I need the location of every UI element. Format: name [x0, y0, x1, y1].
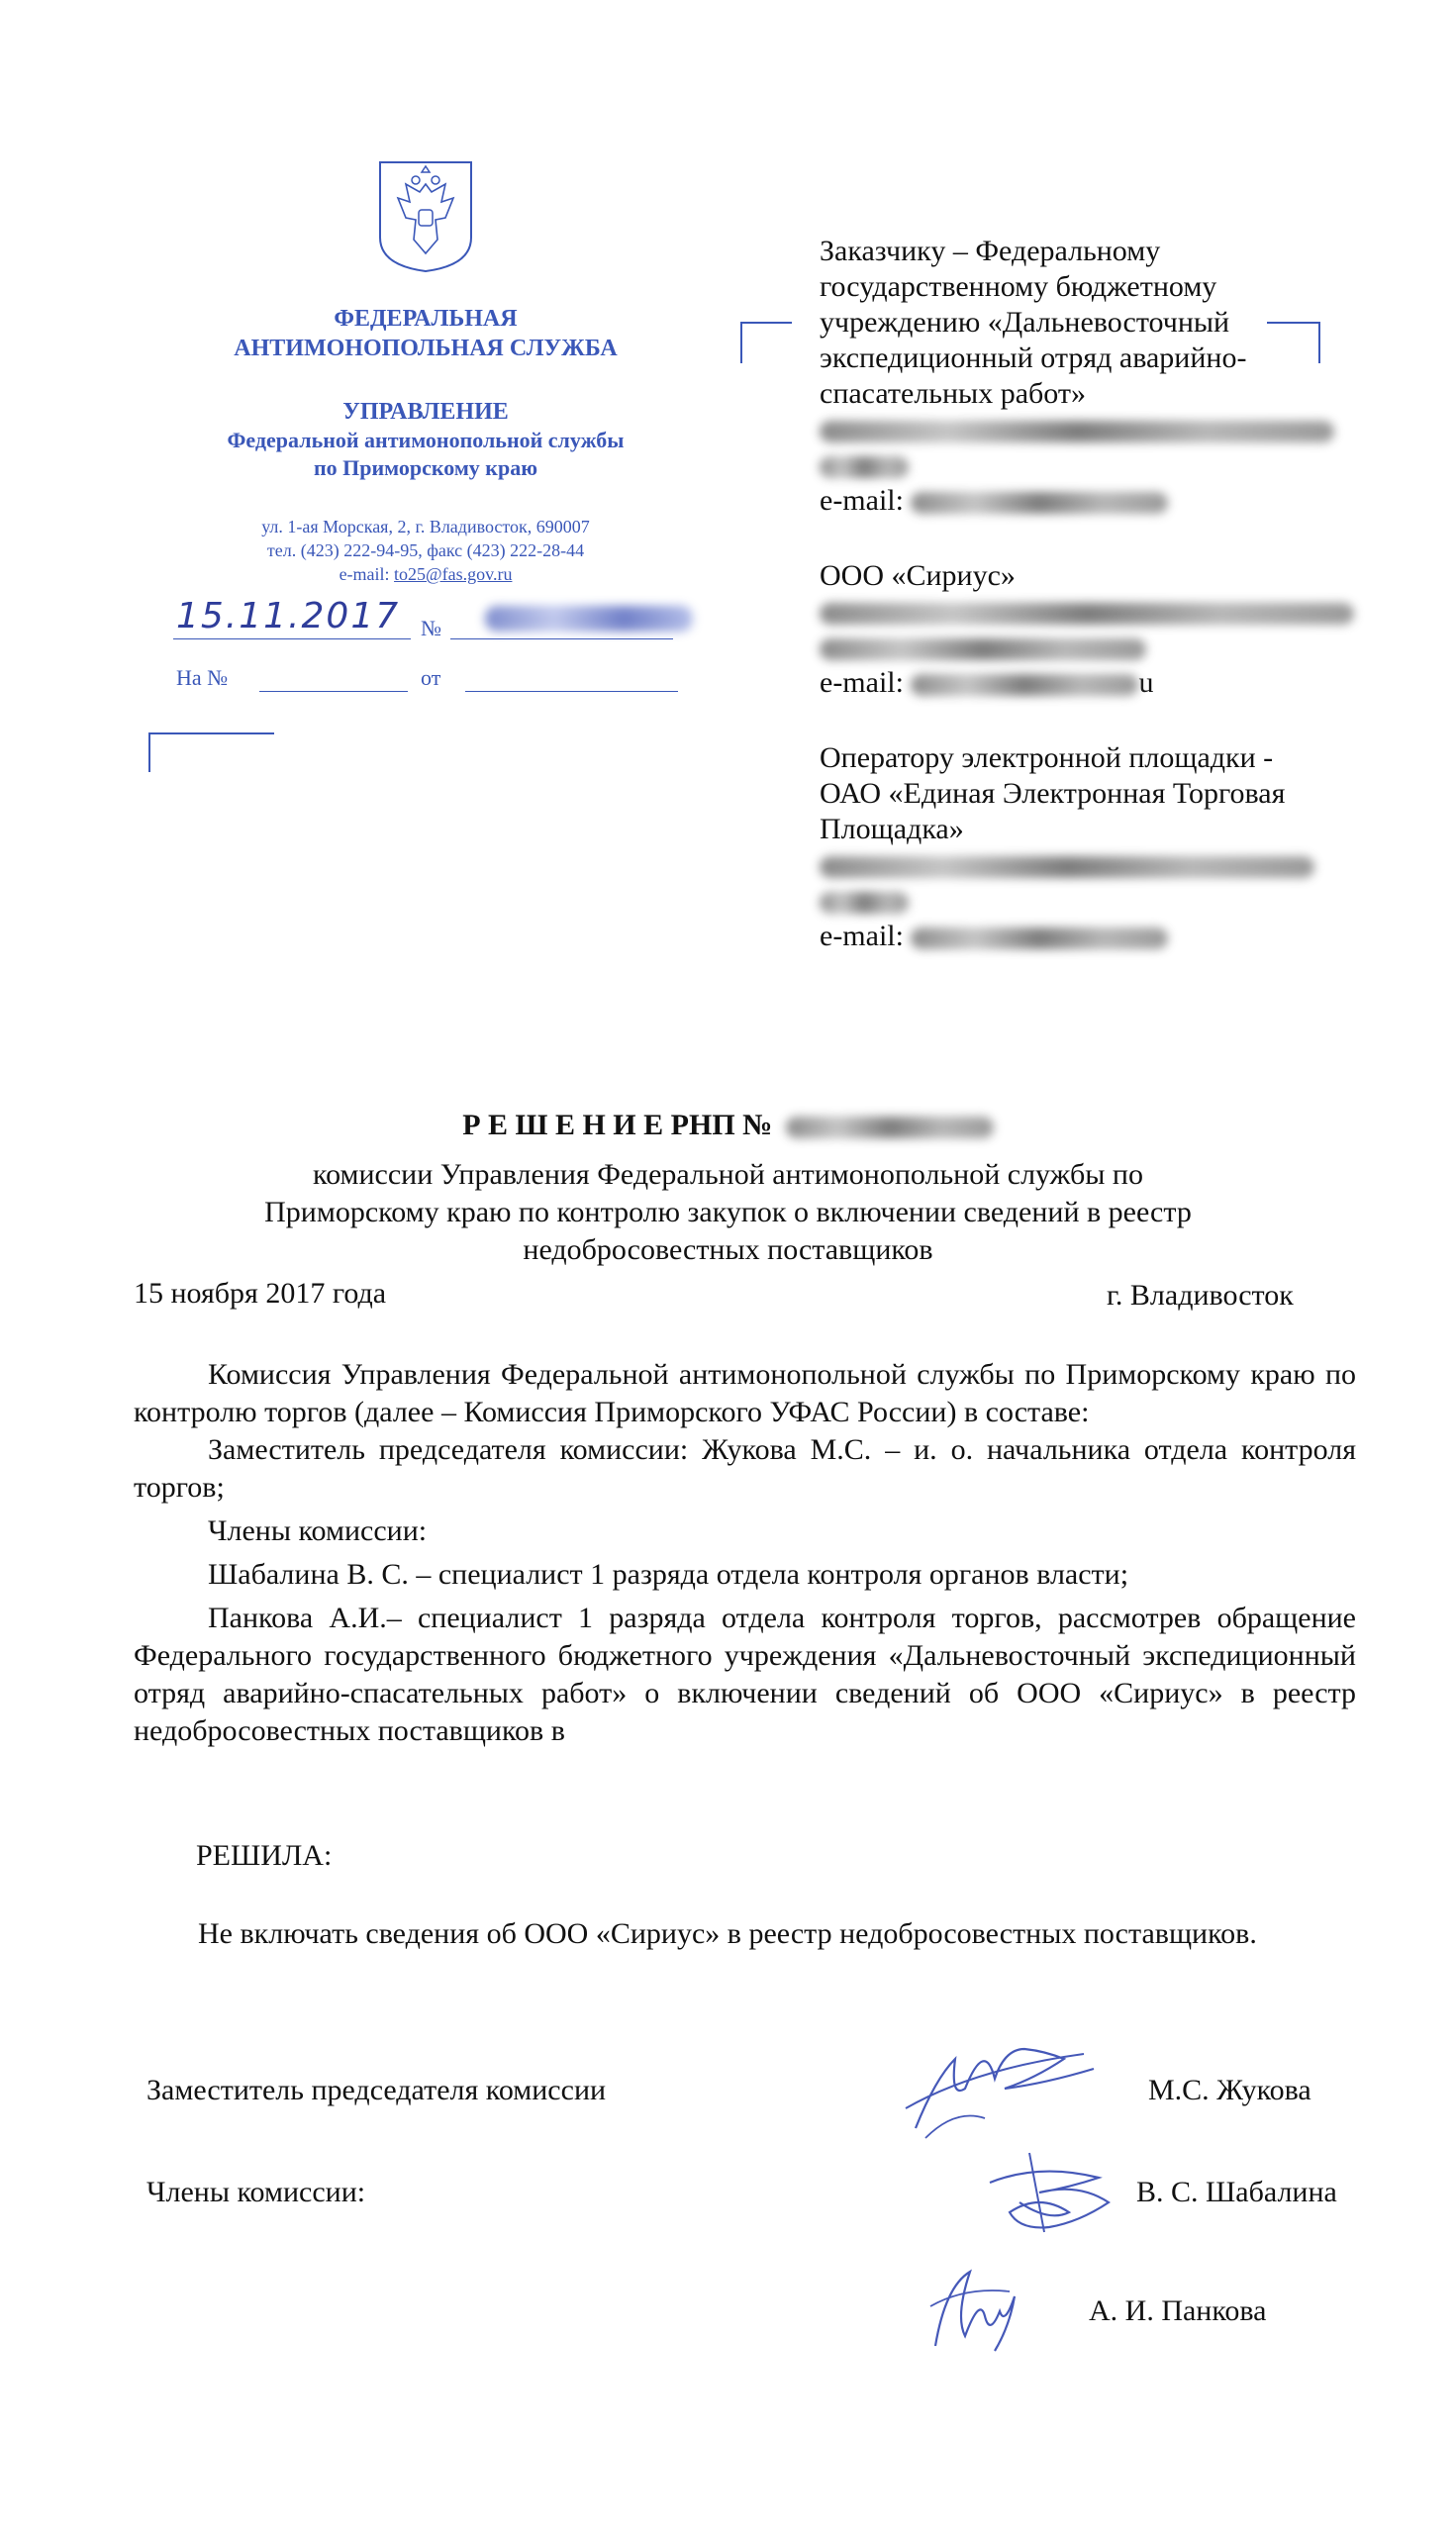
- supplier-email-tail: u: [1138, 666, 1154, 699]
- decision-subtitle: [0, 1156, 1456, 1269]
- decision-number-redacted: [786, 1117, 994, 1138]
- decision-subtitle-line3: недобросовестных поставщиков: [523, 1233, 933, 1266]
- deputy-role: Заместитель председателя комиссии: [146, 2074, 607, 2106]
- member1-name: В. С. Шабалина: [1136, 2176, 1337, 2208]
- verdict-paragraph: Не включать сведения об ООО «Сириус» в реестр недобросовестных поставщиков.: [198, 1917, 1257, 1950]
- agency-name-line2: АНТИМОНОПОЛЬНАЯ СЛУЖБА: [234, 336, 618, 361]
- deputy-name: М.С. Жукова: [1148, 2074, 1311, 2106]
- customer-line4: экспедиционный отряд аварийно-: [820, 341, 1247, 374]
- reference-number-line: [259, 691, 408, 692]
- paragraph-member-shabalina: Шабалина В. С. – специалист 1 разряда отдела контроля органов власти;: [208, 1558, 1129, 1591]
- operator-email-redacted: [911, 927, 1168, 949]
- outgoing-number-redacted: [485, 606, 693, 632]
- outgoing-number-line: [450, 638, 673, 639]
- supplier-email-label: e-mail:: [820, 666, 904, 699]
- supplier-name: ООО «Сириус»: [820, 559, 1016, 592]
- customer-line5: спасательных работ»: [820, 377, 1086, 410]
- recipient-corner-mark-left: [740, 322, 792, 363]
- decision-title: Р Е Ш Е Н И Е РНП №: [462, 1109, 773, 1141]
- reference-number-label: На №: [176, 665, 229, 690]
- customer-email-label: e-mail:: [820, 484, 904, 517]
- office-address: ул. 1-ая Морская, 2, г. Владивосток, 690007: [261, 517, 590, 536]
- recipients-block: [820, 234, 1374, 956]
- russian-coat-of-arms-icon: [376, 158, 475, 275]
- member2-name: А. И. Панкова: [1089, 2294, 1267, 2327]
- decision-title-row: [0, 1109, 1456, 1142]
- operator-address-redacted: [820, 847, 1374, 883]
- customer-line2: государственному бюджетному: [820, 270, 1217, 303]
- decision-subtitle-line1: комиссии Управления Федеральной антимонопольной службы по: [313, 1158, 1143, 1191]
- resolved-heading: РЕШИЛА:: [196, 1839, 333, 1872]
- customer-address-redacted-2: [820, 447, 1374, 483]
- members-role: Члены комиссии:: [146, 2176, 366, 2208]
- customer-line1: Заказчику – Федеральному: [820, 235, 1161, 267]
- office-name-line1: УПРАВЛЕНИЕ: [342, 399, 509, 425]
- supplier-email-redacted: [911, 674, 1138, 696]
- office-email-label: e-mail:: [339, 564, 390, 584]
- office-phone: тел. (423) 222-94-95, факс (423) 222-28-44: [266, 540, 585, 560]
- paragraph-commission: Комиссия Управления Федеральной антимонопольной службы по Приморскому краю по контролю торгов (далее – Комиссия Приморского УФАС России) в составе:: [134, 1358, 1356, 1428]
- reference-from-line: [465, 691, 678, 692]
- paragraph-members-label: Члены комиссии:: [208, 1514, 428, 1547]
- customer-email-redacted: [911, 492, 1168, 514]
- paragraph-member-pankova: Панкова А.И.– специалист 1 разряда отдела контроля торгов, рассмотрев обращение Федерального государственного бюджетного учреждения «Дальневосточный экспедиционный отряд аварийно-спасательных работ» о включении сведений об ООО «Сириус» в реестр недобросовестных поставщиков в: [134, 1602, 1356, 1747]
- office-email-link[interactable]: to25@fas.gov.ru: [394, 564, 513, 584]
- reference-from-label: от: [421, 665, 441, 690]
- customer-address-redacted: [820, 412, 1374, 447]
- operator-line2: ОАО «Единая Электронная Торговая: [820, 777, 1286, 810]
- outgoing-number-label: №: [421, 616, 441, 640]
- decision-city: г. Владивосток: [1107, 1279, 1294, 1312]
- deputy-signature: [896, 2019, 1114, 2163]
- operator-line3: Площадка»: [820, 813, 964, 845]
- office-name-line2: Федеральной антимонопольной службы: [227, 428, 625, 452]
- office-name-line3: по Приморскому краю: [313, 455, 538, 480]
- supplier-address-redacted: [820, 594, 1374, 630]
- outgoing-date-handwritten: 15.11.2017: [176, 596, 401, 636]
- operator-line1: Оператору электронной площадки -: [820, 741, 1274, 774]
- supplier-address-redacted-2: [820, 630, 1374, 665]
- operator-email-label: e-mail:: [820, 920, 904, 952]
- operator-address-redacted-2: [820, 883, 1374, 919]
- member1-signature: [980, 2143, 1128, 2247]
- agency-name-line1: ФЕДЕРАЛЬНАЯ: [334, 306, 518, 332]
- decision-body: [134, 1356, 1356, 1750]
- decision-subtitle-line2: Приморскому краю по контролю закупок о включении сведений в реестр: [264, 1196, 1192, 1228]
- outgoing-date-line: [173, 638, 411, 639]
- member2-signature: [916, 2257, 1034, 2371]
- customer-line3: учреждению «Дальневосточный: [820, 306, 1230, 339]
- decision-date: 15 ноября 2017 года: [134, 1277, 387, 1310]
- paragraph-deputy: Заместитель председателя комиссии: Жукова М.С. – и. о. начальника отдела контроля торгов;: [134, 1433, 1356, 1504]
- address-corner-mark-left: [148, 732, 274, 772]
